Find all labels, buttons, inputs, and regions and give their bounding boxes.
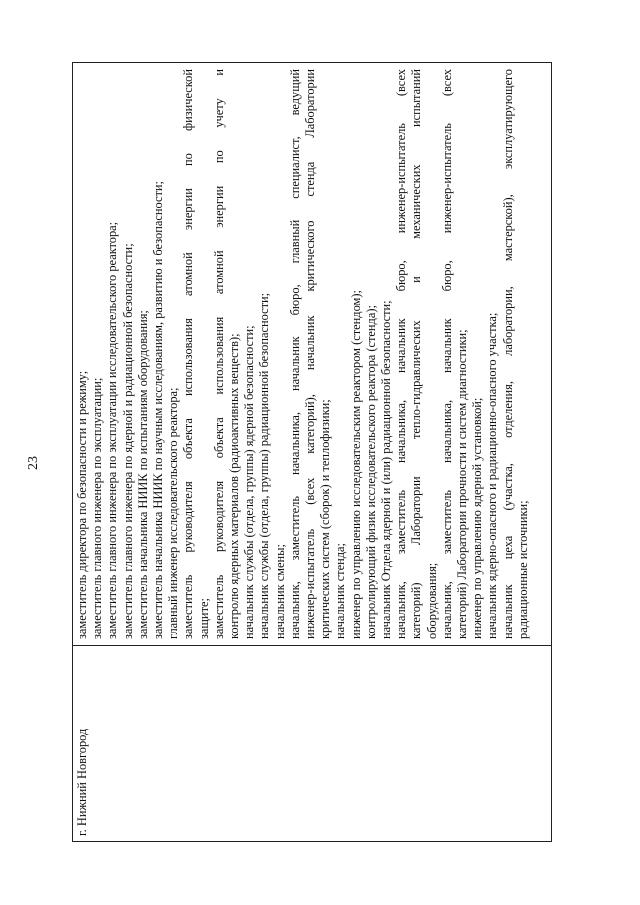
- table-inner: [72, 62, 552, 842]
- rotated-table-region: [72, 62, 552, 842]
- position-line: защите;: [196, 598, 211, 639]
- position-line: инженер-испытатель (всех категорий), начальник критического стенда Лаборатории: [303, 69, 318, 639]
- position-line: заместитель руководителя объекта использования атомной энергии по учету и: [211, 69, 226, 639]
- position-line: начальник ядерно-опасного и радиационно-опасного участка;: [485, 312, 500, 639]
- position-line: категорий) Лаборатории тепло-гидравлических и механических испытаний: [409, 69, 424, 639]
- position-line: начальник службы (отдела, группы) радиационной безопасности;: [257, 292, 272, 639]
- page-number: 23: [26, 456, 41, 470]
- position-line: начальник, заместитель начальника, начальник бюро, главный специалист, ведущий: [287, 69, 302, 639]
- positions-cell: [73, 63, 551, 645]
- position-line: начальник службы (отдела, группы) ядерной безопасности;: [242, 325, 257, 639]
- position-line: инженер по управлению исследовательским реактором (стендом);: [348, 290, 363, 639]
- position-line: начальник смены;: [272, 544, 287, 639]
- positions-table: [72, 62, 552, 842]
- position-line: радиационные источники;: [515, 500, 530, 639]
- position-line: категорий) Лаборатории прочности и систем диагностики;: [455, 329, 470, 639]
- position-line: главный инженер исследовательского реактора;: [166, 387, 181, 639]
- position-line: критических систем (сборок) и теплофизики;: [318, 399, 333, 639]
- position-line: заместитель руководителя объекта использования атомной энергии по физической: [181, 69, 196, 639]
- city-name: г. Нижний Новгород: [75, 728, 89, 836]
- position-line: начальник, заместитель начальника, начальник бюро, инженер-испытатель (всех: [439, 69, 454, 639]
- position-line: заместитель главного инженера по эксплуатации исследовательского реактора;: [105, 221, 120, 639]
- city-cell: [73, 645, 551, 841]
- position-line: заместитель директора по безопасности и режиму;: [75, 370, 89, 639]
- position-line: оборудования;: [424, 562, 439, 639]
- position-line: заместитель главного инженера по ядерной и радиационной безопасности;: [120, 243, 135, 639]
- position-line: заместитель начальника НИИК по научным исследованиям, развитию и безопасности;: [151, 181, 166, 639]
- position-line: начальник, заместитель начальника, начальник бюро, инженер-испытатель (всех: [394, 69, 409, 639]
- position-line: начальник цеха (участка, отделения, лаборатории, мастерской), эксплуатирующего: [500, 69, 515, 639]
- position-line: инженер по управлению ядерной установкой;: [470, 397, 485, 639]
- position-line: контролирующий физик исследовательского реактора (стенда);: [363, 305, 378, 639]
- position-line: заместитель начальника НИИК по испытаниям оборудования;: [135, 310, 150, 639]
- position-line: контролю ядерных материалов (радиоактивных веществ);: [227, 333, 242, 639]
- position-line: начальник стенда;: [333, 543, 348, 639]
- position-line: заместитель главного инженера по эксплуатации;: [90, 377, 105, 639]
- position-line: начальник Отдела ядерной и (или) радиационной безопасности;: [379, 300, 394, 639]
